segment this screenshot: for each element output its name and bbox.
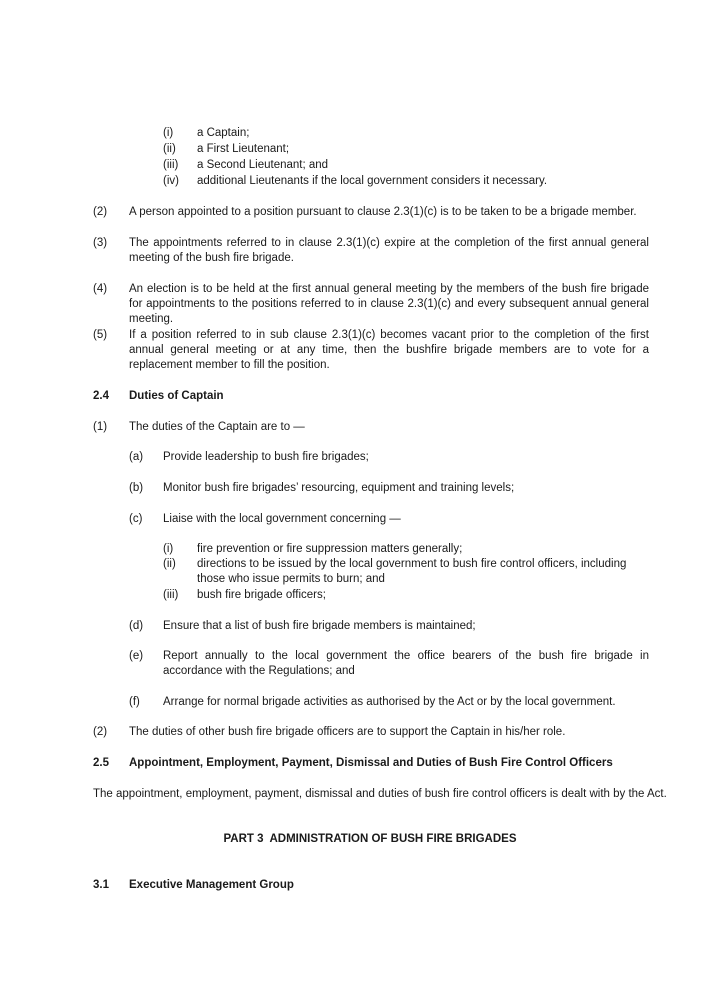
item-text: fire prevention or fire suppression matters generally; <box>197 543 463 555</box>
clause-number: (4) <box>93 283 108 295</box>
clause-text: The duties of the Captain are to — <box>129 421 305 433</box>
clause-number: (3) <box>93 237 108 249</box>
clause-number: (5) <box>93 329 108 341</box>
item-text: Report annually to the local government the office bearers of the bush fire brigade in accordance with the Regulations; and <box>163 650 649 677</box>
clause-number: (2) <box>93 206 108 218</box>
item-text: Provide leadership to bush fire brigades; <box>163 451 369 463</box>
item-letter: (f) <box>129 696 140 708</box>
part-heading <box>0 832 706 847</box>
item-text: a Captain; <box>197 127 250 139</box>
section-title: Executive Management Group <box>129 879 294 891</box>
clause-number: (2) <box>93 726 108 738</box>
item-number: (i) <box>163 543 174 555</box>
item-letter: (e) <box>129 650 144 662</box>
item-number: (iii) <box>163 589 179 601</box>
item-text: Arrange for normal brigade activities as authorised by the Act or by the local government. <box>163 696 616 708</box>
item-letter: (d) <box>129 620 144 632</box>
clause-number: (1) <box>93 421 108 433</box>
clause-text: The appointments referred to in clause 2.3(1)(c) expire at the completion of the first annual general meeting of the bush fire brigade. <box>129 237 649 264</box>
paragraph-text: The appointment, employment, payment, dismissal and duties of bush fire control officers is dealt with by the Act. <box>93 788 667 800</box>
clause-text: A person appointed to a position pursuant to clause 2.3(1)(c) is to be taken to be a brigade member. <box>129 206 637 218</box>
section-title: Duties of Captain <box>129 390 224 402</box>
section-number: 3.1 <box>93 879 109 891</box>
section-title: Appointment, Employment, Payment, Dismissal and Duties of Bush Fire Control Officers <box>129 757 613 769</box>
item-text: a First Lieutenant; <box>197 143 290 155</box>
item-number: (ii) <box>163 143 176 155</box>
item-text: a Second Lieutenant; and <box>197 159 329 171</box>
item-number: (iii) <box>163 159 179 171</box>
item-letter: (c) <box>129 513 143 525</box>
item-text: additional Lieutenants if the local government considers it necessary. <box>197 175 548 187</box>
section-number: 2.4 <box>93 390 109 402</box>
paragraph <box>93 787 667 802</box>
item-text: bush fire brigade officers; <box>197 589 326 601</box>
part-heading-text: PART 3 ADMINISTRATION OF BUSH FIRE BRIGADES <box>223 833 517 845</box>
item-number: (ii) <box>163 558 176 570</box>
clause-text: If a position referred to in sub clause 2.3(1)(c) becomes vacant prior to the completion of the first annual general meeting or at any time, then the bushfire brigade members are to vote for a replacement member to fill the position. <box>129 329 649 371</box>
item-text: directions to be issued by the local government to bush fire control officers, including those who issue permits to burn; and <box>197 558 627 585</box>
section-number: 2.5 <box>93 757 109 769</box>
item-letter: (a) <box>129 451 144 463</box>
item-letter: (b) <box>129 482 144 494</box>
item-text: Monitor bush fire brigades’ resourcing, equipment and training levels; <box>163 482 515 494</box>
clause-text: An election is to be held at the first annual general meeting by the members of the bush fire brigade for appointments to the positions referred to in clause 2.3(1)(c) and every subsequent annual general meeting. <box>129 283 649 325</box>
item-text: Liaise with the local government concerning — <box>163 513 401 525</box>
clause-text: The duties of other bush fire brigade officers are to support the Captain in his/her role. <box>129 726 566 738</box>
item-number: (iv) <box>163 175 179 187</box>
item-number: (i) <box>163 127 174 139</box>
item-text: Ensure that a list of bush fire brigade members is maintained; <box>163 620 476 632</box>
